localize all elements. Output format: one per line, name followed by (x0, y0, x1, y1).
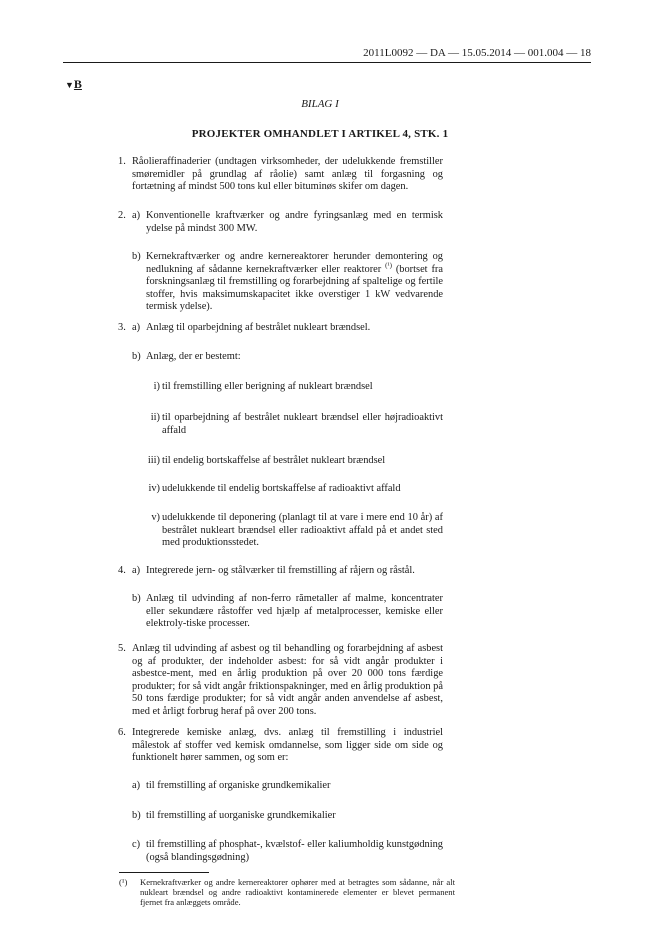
item-number-2: 2. (118, 210, 126, 221)
item-3b-ii-label: ii) (150, 412, 160, 423)
annex-heading: PROJEKTER OMHANDLET I ARTIKEL 4, STK. 1 (191, 128, 449, 140)
item-6-text: Integrerede kemiske anlæg, dvs. anlæg til fremstilling i industriel målestok af stoffer ved kemisk omdannelse, som ligger side om side og funktionelt hører sammen, og som er: (132, 727, 443, 764)
item-6a-text: til fremstilling af organiske grundkemikalier (146, 780, 331, 791)
item-3a-text: Anlæg til oparbejdning af bestrålet nukleart brændsel. (146, 322, 371, 333)
item-4b-text: Anlæg til udvinding af non-ferro rămetaller af malme, koncentrater eller sekundære råstoffer ved hjælp af metalprocesser, kemiske eller elektroly-tiske processer. (146, 593, 443, 630)
item-3b-ii-text: til oparbejdning af bestrålet nukleart brændsel eller højradioaktivt affald (162, 412, 443, 436)
item-2b-label: b) (132, 251, 141, 262)
item-2a-text: Konventionelle kraftværker og andre fyringsanlæg med en termisk ydelse på mindst 300 MW. (146, 210, 443, 234)
item-3b-iv-text: udelukkende til endelig bortskaffelse af radioaktivt affald (162, 483, 401, 494)
header-rule (63, 62, 591, 63)
triangle-down-icon: ▼ (65, 80, 74, 90)
item-number-6: 6. (118, 727, 126, 738)
item-2b-text-after: (bortset fra forskningsanlæg til fremstilling og forarbejdning af spaltelige og fertile stoffer, hvis maksimumskapacitet ikke overstiger 1 kW vedvarende termisk ydelse). (146, 263, 443, 313)
item-6a-label: a) (132, 780, 141, 791)
consolidation-marker (65, 77, 82, 92)
annex-title: BILAG I (301, 98, 339, 110)
item-3b-v-text: udelukkende til deponering (planlagt til at vare i mere end 10 år) af bestrålet nukleart brændsel eller radioaktivt affald på et andet sted med produktionsstedet. (162, 512, 443, 549)
item-number-5: 5. (118, 643, 126, 654)
item-number-1: 1. (118, 156, 126, 167)
item-1-text: Råolieraffinaderier (undtagen virksomheder, der udelukkende fremstiller smøremidler på grundlag af råolie) samt anlæg til forgasning og fortætning af mindst 500 tons kul eller bituminøs skifer om dagen. (132, 156, 443, 193)
item-3b-text: Anlæg, der er bestemt: (146, 351, 241, 362)
footnote-mark: (¹) (119, 877, 128, 887)
item-4b-label: b) (132, 593, 141, 604)
document-id: 2011L0092 — DA — 15.05.2014 — 001.004 — 18 (363, 47, 591, 59)
item-2b-text (146, 251, 443, 314)
item-3b-iii-label: iii) (147, 455, 160, 466)
item-number-4: 4. (118, 565, 126, 576)
item-6c-label: c) (132, 839, 141, 850)
marker-letter: B (73, 77, 82, 91)
item-2b-text-before: Kernekraftværker og andre kernereaktorer herunder demontering og nedlukning af sådanne kernekraftværker eller reaktorer (146, 251, 443, 275)
item-6b-label: b) (132, 810, 141, 821)
item-4a-label: a) (132, 565, 141, 576)
item-3b-iii-text: til endelig bortskaffelse af bestrålet nukleart brændsel (162, 455, 386, 466)
item-number-3: 3. (118, 322, 126, 333)
item-2a-label: a) (132, 210, 141, 221)
item-3b-label: b) (132, 351, 141, 362)
footnote-rule (119, 872, 209, 873)
item-5-text: Anlæg til udvinding af asbest og til behandling og forarbejdning af asbest og af produkter, der indeholder asbest: for så vidt angår produkter i asbestce-ment, med en årlig produktion på over 20 000 tons færdige produkter; for så vidt angår friktionspakninger, med en årlig produktion på 50 tons færdige produkter; for så vidt angår anden anvendelse af asbest, med et årligt forbrug heraf på over 200 tons. (132, 643, 443, 717)
item-6c-text: til fremstilling af phosphat-, kvælstof- eller kaliumholdig kunstgødning (også blandingsgødning) (146, 839, 443, 863)
item-3b-i-text: til fremstilling eller berigning af nukleart brændsel (162, 381, 373, 392)
item-4a-text: Integrerede jern- og stålværker til fremstilling af råjern og råstål. (146, 565, 415, 576)
item-6b-text: til fremstilling af uorganiske grundkemikalier (146, 810, 336, 821)
item-3b-iv-label: iv) (148, 483, 160, 494)
footnote-text: Kernekraftværker og andre kernereaktorer ophører med at betragtes som sådanne, når alt nukleart brændsel og andre radioaktivt kontaminerede elementer er blevet permanent fjernet fra anlæggets område. (140, 877, 455, 908)
item-3b-i-label: i) (153, 381, 160, 392)
footnote-reference: (¹) (385, 261, 392, 270)
item-3b-v-label: v) (151, 512, 160, 523)
item-3a-label: a) (132, 322, 141, 333)
